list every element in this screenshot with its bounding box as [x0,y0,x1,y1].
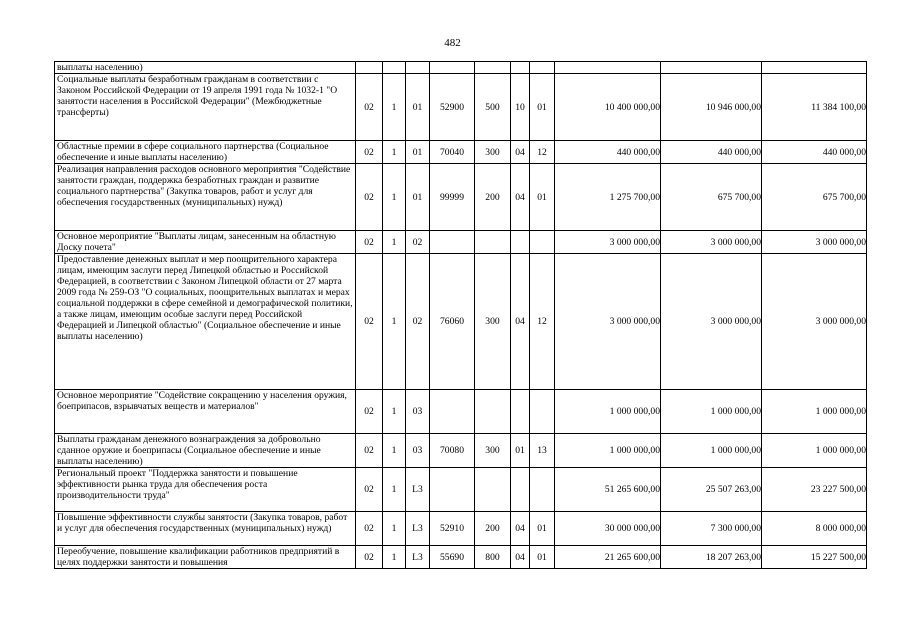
code-expense-type-cell [475,468,511,512]
amount-year-3-cell: 3 000 000,00 [762,254,867,390]
code-section-cell: 01 [511,434,530,468]
code-direction-cell: 70040 [430,141,475,164]
amount-year-3-cell: 675 700,00 [762,164,867,231]
amount-year-1-cell: 3 000 000,00 [555,231,661,254]
code-expense-type-cell: 200 [475,512,511,546]
code-subsection-cell: 13 [530,434,555,468]
row-name-cell: Основное мероприятие "Выплаты лицам, занесенным на областную Доску почета" [55,231,356,254]
code-section-cell [511,62,530,74]
amount-year-2-cell: 675 700,00 [661,164,762,231]
row-name-cell: Повышение эффективности службы занятости (Закупка товаров, работ и услуг для обеспечения государственных (муниципальных) нужд) [55,512,356,546]
code-direction-cell [430,62,475,74]
code-direction-cell: 55690 [430,546,475,569]
code-expense-type-cell [475,390,511,434]
code-program-cell: 02 [356,512,383,546]
code-section-cell: 10 [511,74,530,141]
code-program-cell: 02 [356,254,383,390]
code-subsection-cell: 01 [530,512,555,546]
code-section-cell: 04 [511,141,530,164]
code-program-cell: 02 [356,434,383,468]
code-section-cell [511,468,530,512]
amount-year-3-cell: 440 000,00 [762,141,867,164]
code-event-cell: 03 [406,434,430,468]
amount-year-1-cell: 51 265 600,00 [555,468,661,512]
page-number: 482 [444,37,461,49]
table-row [55,164,867,231]
code-expense-type-cell: 300 [475,141,511,164]
row-name-cell: Основное мероприятие "Содействие сокращению у населения оружия, боеприпасов, взрывчатых веществ и материалов" [55,390,356,434]
code-direction-cell: 76060 [430,254,475,390]
table-row [55,512,867,546]
budget-table [54,61,867,569]
code-subprogram-cell: 1 [383,434,406,468]
amount-year-2-cell: 440 000,00 [661,141,762,164]
table-row [55,434,867,468]
code-subsection-cell [530,62,555,74]
code-direction-cell: 70080 [430,434,475,468]
amount-year-2-cell: 25 507 263,00 [661,468,762,512]
code-subsection-cell: 01 [530,74,555,141]
amount-year-3-cell: 3 000 000,00 [762,231,867,254]
amount-year-2-cell: 10 946 000,00 [661,74,762,141]
code-subprogram-cell: 1 [383,141,406,164]
row-name-cell: Областные премии в сфере социального партнерства (Социальное обеспечение и иные выплаты населению) [55,141,356,164]
row-name-cell: Предоставление денежных выплат и мер поощрительного характера лицам, имеющим заслуги перед Липецкой областью и Российской Федерацией, в соответствии с Законом Липецкой области от 27 марта 2009 года № 259-ОЗ "О социальных, поощрительных выплатах и мерах социальной поддержки в сфере семейной и демографической политики, а также лицам, имеющим особые заслуги перед Российской Федерацией и Липецкой областью" (Социальное обеспечение и иные выплаты населению) [55,254,356,390]
code-program-cell: 02 [356,546,383,569]
code-event-cell: 01 [406,141,430,164]
code-section-cell: 04 [511,512,530,546]
code-subprogram-cell: 1 [383,512,406,546]
code-subsection-cell: 01 [530,546,555,569]
code-section-cell: 04 [511,254,530,390]
code-subsection-cell: 12 [530,254,555,390]
amount-year-3-cell: 15 227 500,00 [762,546,867,569]
code-event-cell [406,62,430,74]
row-name-cell: выплаты населению) [55,62,356,74]
code-direction-cell [430,468,475,512]
code-subprogram-cell: 1 [383,546,406,569]
table-row [55,468,867,512]
code-subprogram-cell: 1 [383,468,406,512]
code-subsection-cell [530,231,555,254]
amount-year-2-cell: 3 000 000,00 [661,254,762,390]
amount-year-2-cell: 7 300 000,00 [661,512,762,546]
amount-year-1-cell: 10 400 000,00 [555,74,661,141]
code-expense-type-cell: 500 [475,74,511,141]
code-program-cell: 02 [356,468,383,512]
code-event-cell: L3 [406,512,430,546]
table-body [55,62,867,569]
table-row [55,74,867,141]
code-program-cell: 02 [356,164,383,231]
amount-year-1-cell: 1 000 000,00 [555,390,661,434]
table-row [55,254,867,390]
code-event-cell: 03 [406,390,430,434]
code-program-cell: 02 [356,390,383,434]
table-row [55,390,867,434]
code-expense-type-cell [475,231,511,254]
code-event-cell: 01 [406,74,430,141]
code-section-cell [511,231,530,254]
row-name-cell: Выплаты гражданам денежного вознаграждения за добровольно сданное оружие и боеприпасы (Социальное обеспечение и иные выплаты населению) [55,434,356,468]
code-subprogram-cell: 1 [383,231,406,254]
amount-year-3-cell: 23 227 500,00 [762,468,867,512]
code-direction-cell: 52910 [430,512,475,546]
amount-year-2-cell: 1 000 000,00 [661,390,762,434]
code-program-cell: 02 [356,231,383,254]
table-row [55,141,867,164]
code-direction-cell [430,231,475,254]
code-direction-cell [430,390,475,434]
code-subprogram-cell: 1 [383,74,406,141]
amount-year-2-cell [661,62,762,74]
amount-year-3-cell [762,62,867,74]
table-row [55,546,867,569]
code-subsection-cell: 12 [530,141,555,164]
code-subprogram-cell: 1 [383,254,406,390]
code-expense-type-cell: 300 [475,254,511,390]
code-event-cell: L3 [406,468,430,512]
code-expense-type-cell: 200 [475,164,511,231]
row-name-cell: Переобучение, повышение квалификации работников предприятий в целях поддержки занятости и повышения [55,546,356,569]
table-row [55,231,867,254]
row-name-cell: Социальные выплаты безработным гражданам в соответствии с Законом Российской Федерации от 19 апреля 1991 года № 1032-1 "О занятости населения в Российской Федерации" (Межбюджетные трансферты) [55,74,356,141]
row-name-cell: Реализация направления расходов основного мероприятия "Содействие занятости граждан, поддержка безработных граждан и развитие социального партнерства" (Закупка товаров, работ и услуг для обеспечения государственных (муниципальных) нужд) [55,164,356,231]
amount-year-1-cell: 3 000 000,00 [555,254,661,390]
amount-year-1-cell: 21 265 600,00 [555,546,661,569]
amount-year-2-cell: 1 000 000,00 [661,434,762,468]
amount-year-3-cell: 1 000 000,00 [762,390,867,434]
code-event-cell: L3 [406,546,430,569]
code-program-cell: 02 [356,141,383,164]
code-expense-type-cell [475,62,511,74]
amount-year-3-cell: 11 384 100,00 [762,74,867,141]
code-section-cell: 04 [511,164,530,231]
code-direction-cell: 99999 [430,164,475,231]
code-expense-type-cell: 800 [475,546,511,569]
code-program-cell: 02 [356,74,383,141]
amount-year-1-cell: 1 275 700,00 [555,164,661,231]
amount-year-1-cell: 1 000 000,00 [555,434,661,468]
amount-year-3-cell: 8 000 000,00 [762,512,867,546]
table-row [55,62,867,74]
code-subsection-cell: 01 [530,164,555,231]
code-program-cell [356,62,383,74]
code-event-cell: 02 [406,231,430,254]
amount-year-1-cell [555,62,661,74]
code-section-cell: 04 [511,546,530,569]
code-event-cell: 01 [406,164,430,231]
amount-year-1-cell: 30 000 000,00 [555,512,661,546]
code-event-cell: 02 [406,254,430,390]
amount-year-2-cell: 18 207 263,00 [661,546,762,569]
amount-year-1-cell: 440 000,00 [555,141,661,164]
code-subsection-cell [530,390,555,434]
code-expense-type-cell: 300 [475,434,511,468]
amount-year-3-cell: 1 000 000,00 [762,434,867,468]
code-direction-cell: 52900 [430,74,475,141]
row-name-cell: Региональный проект "Поддержка занятости и повышение эффективности рынка труда для обеспечения роста производительности труда" [55,468,356,512]
code-section-cell [511,390,530,434]
code-subprogram-cell [383,62,406,74]
code-subsection-cell [530,468,555,512]
amount-year-2-cell: 3 000 000,00 [661,231,762,254]
code-subprogram-cell: 1 [383,390,406,434]
code-subprogram-cell: 1 [383,164,406,231]
